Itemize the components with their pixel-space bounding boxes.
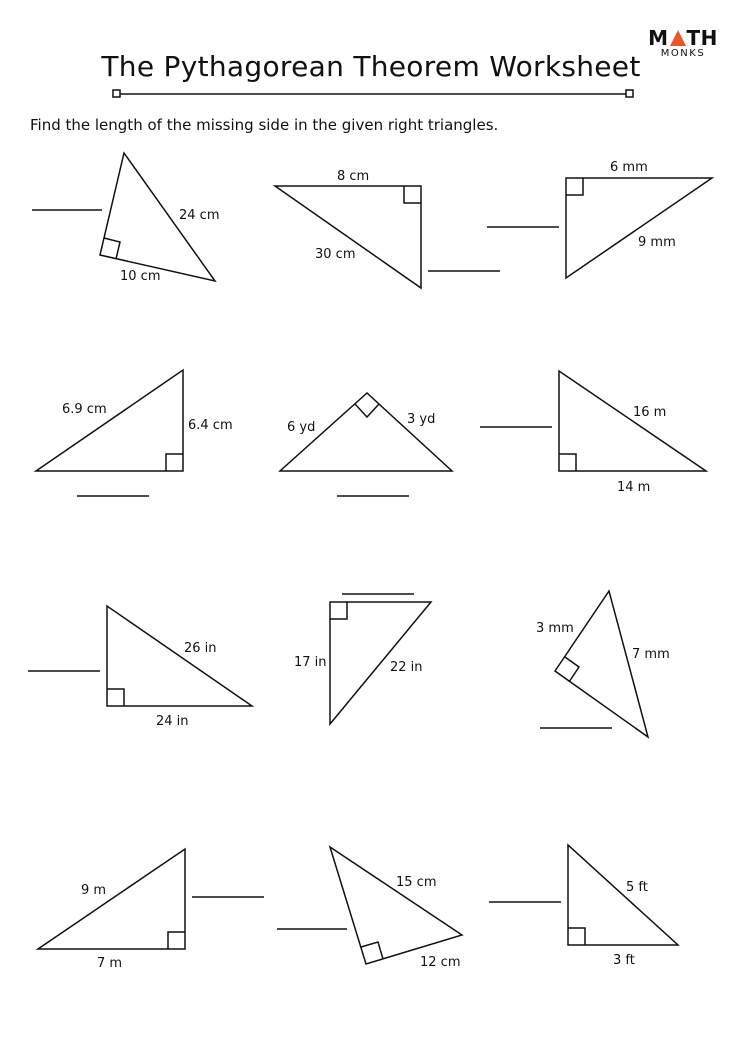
side-label: 26 in (184, 641, 217, 656)
right-angle-mark (404, 186, 421, 203)
side-label: 9 mm (638, 235, 676, 250)
side-label: 17 in (294, 655, 327, 670)
page-title: The Pythagorean Theorem Worksheet (101, 50, 641, 83)
side-label: 3 ft (613, 953, 635, 968)
right-angle-mark (168, 932, 185, 949)
side-label: 30 cm (315, 247, 356, 262)
right-angle-mark (107, 689, 124, 706)
right-angle-mark (330, 602, 347, 619)
right-angle-mark (566, 178, 583, 195)
problem-6 (480, 371, 706, 495)
problem-1 (32, 153, 220, 284)
side-label: 9 m (81, 883, 107, 898)
right-angle-mark (355, 404, 379, 417)
side-label: 6.4 cm (188, 418, 233, 433)
instructions: Find the length of the missing side in the given right triangles. (30, 116, 499, 134)
side-label: 10 cm (120, 269, 161, 284)
triangle (566, 178, 712, 278)
triangle (38, 849, 185, 949)
side-label: 24 in (156, 714, 189, 729)
problem-10 (38, 849, 264, 971)
logo-subtext: MONKS (660, 48, 706, 59)
side-label: 7 m (97, 956, 123, 971)
side-label: 6 yd (287, 420, 316, 435)
triangle (330, 847, 462, 964)
problem-3 (487, 160, 712, 278)
triangle (275, 186, 421, 288)
side-label: 16 m (633, 405, 667, 420)
problem-9 (536, 591, 670, 737)
problem-2 (275, 169, 500, 288)
problem-8 (294, 594, 431, 724)
triangle (36, 370, 183, 471)
right-angle-mark (565, 657, 579, 682)
triangle (559, 371, 706, 471)
problem-12 (489, 845, 678, 968)
side-label: 3 yd (407, 412, 436, 427)
side-label: 14 m (617, 480, 651, 495)
triangle (555, 591, 648, 737)
problem-4 (36, 370, 233, 496)
side-label: 8 cm (337, 169, 370, 184)
logo-wordmark: M TH (648, 26, 718, 50)
side-label: 15 cm (396, 875, 437, 890)
side-label: 6 mm (610, 160, 648, 175)
triangle (107, 606, 252, 706)
right-angle-mark (559, 454, 576, 471)
problem-11 (277, 847, 462, 970)
side-label: 22 in (390, 660, 423, 675)
side-label: 24 cm (179, 208, 220, 223)
title-underline (113, 90, 633, 97)
problem-5 (280, 393, 452, 496)
side-label: 12 cm (420, 955, 461, 970)
side-label: 3 mm (536, 621, 574, 636)
side-label: 7 mm (632, 647, 670, 662)
problem-7 (28, 606, 252, 729)
right-angle-mark (568, 928, 585, 945)
side-label: 6.9 cm (62, 402, 107, 417)
side-label: 5 ft (626, 880, 648, 895)
right-angle-mark (166, 454, 183, 471)
